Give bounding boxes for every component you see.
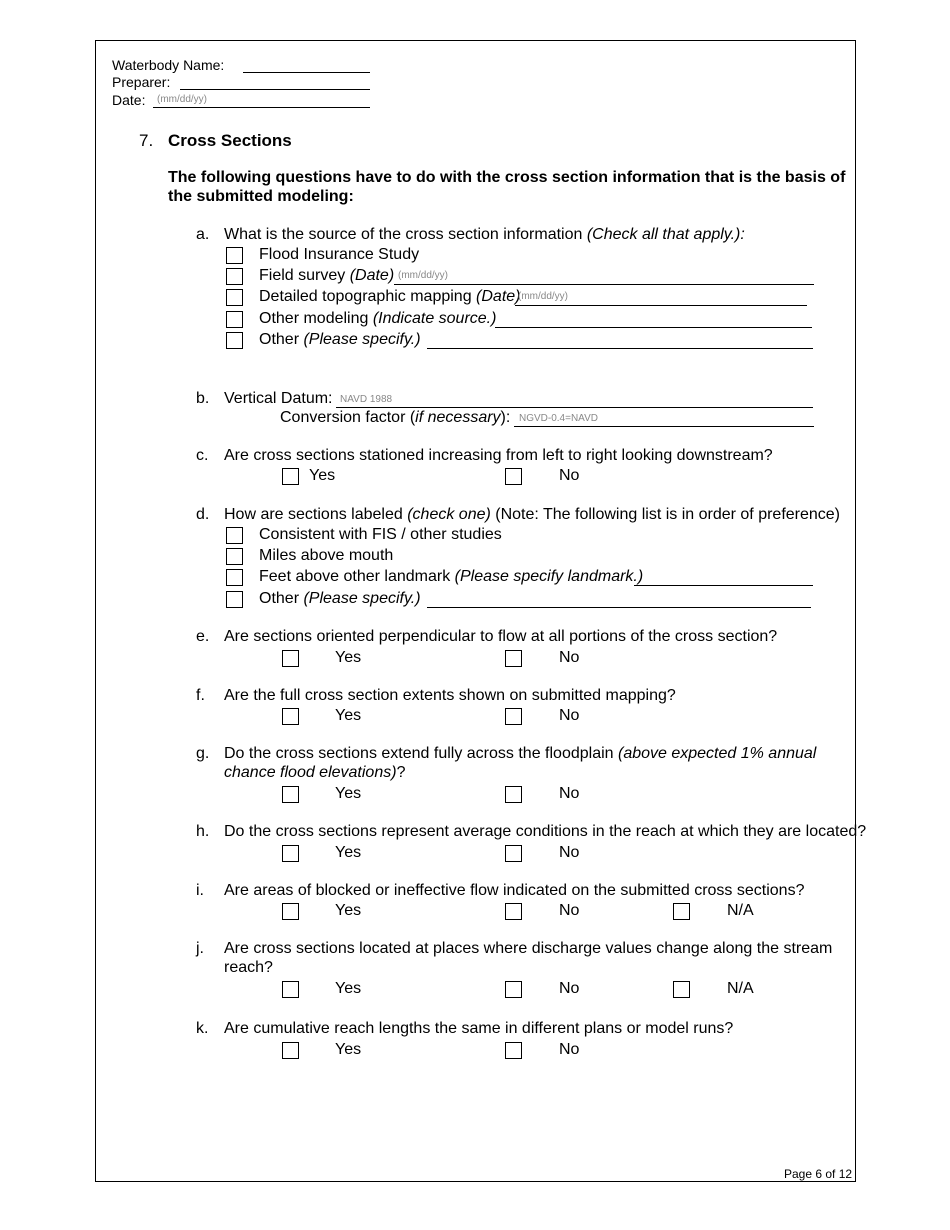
q-i-no-checkbox[interactable] (505, 903, 522, 920)
q-c-letter: c. (196, 447, 209, 464)
q-f-no-checkbox[interactable] (505, 708, 522, 725)
q-a-opt4-label: Other modeling (Indicate source.) (259, 310, 497, 327)
q-i-na-label: N/A (727, 902, 754, 919)
q-a-opt4-checkbox[interactable] (226, 311, 243, 328)
q-a-opt5-checkbox[interactable] (226, 332, 243, 349)
q-b-conv-text: Conversion factor (if necessary): (280, 409, 511, 426)
q-b-text: Vertical Datum: (224, 390, 333, 407)
q-d-letter: d. (196, 506, 210, 523)
q-a-opt2-checkbox[interactable] (226, 268, 243, 285)
q-j-text-line2: reach? (224, 959, 273, 976)
q-a-opt3-label: Detailed topographic mapping (Date) (259, 288, 521, 305)
q-f-no-label: No (559, 707, 580, 724)
q-j-na-checkbox[interactable] (673, 981, 690, 998)
q-i-yes-checkbox[interactable] (282, 903, 299, 920)
section-title: Cross Sections (168, 131, 292, 150)
q-i-no-label: No (559, 902, 580, 919)
q-e-yes-label: Yes (335, 649, 362, 666)
page-frame (95, 40, 856, 1182)
q-d-opt3-checkbox[interactable] (226, 569, 243, 586)
q-k-letter: k. (196, 1020, 209, 1037)
q-d-opt3-landmark-field[interactable] (634, 569, 813, 586)
q-b-datum-field[interactable] (336, 391, 813, 408)
q-d-opt4-label: Other (Please specify.) (259, 590, 421, 607)
q-k-text: Are cumulative reach lengths the same in different plans or model runs? (224, 1020, 734, 1037)
q-a-letter: a. (196, 226, 210, 243)
q-d-opt2-label: Miles above mouth (259, 547, 394, 564)
q-i-yes-label: Yes (335, 902, 362, 919)
q-k-no-label: No (559, 1041, 580, 1058)
waterbody-label: Waterbody Name: (112, 57, 225, 73)
q-e-letter: e. (196, 628, 210, 645)
q-b-datum-value: NAVD 1988 (340, 394, 393, 405)
q-h-letter: h. (196, 823, 210, 840)
q-i-letter: i. (196, 882, 204, 899)
q-f-yes-label: Yes (335, 707, 362, 724)
q-h-text: Do the cross sections represent average conditions in the reach at which they are located? (224, 823, 867, 840)
q-j-yes-label: Yes (335, 980, 362, 997)
q-d-opt4-checkbox[interactable] (226, 591, 243, 608)
q-d-opt3-label: Feet above other landmark (Please specify landmark.) (259, 568, 644, 585)
q-a-opt4-source-field[interactable] (495, 311, 812, 328)
q-a-opt2-label: Field survey (Date) (259, 267, 395, 284)
q-c-no-checkbox[interactable] (505, 468, 522, 485)
q-f-letter: f. (196, 687, 205, 704)
q-g-text: Do the cross sections extend fully across the floodplain (above expected 1% annual (224, 745, 817, 762)
q-g-yes-checkbox[interactable] (282, 786, 299, 803)
q-k-no-checkbox[interactable] (505, 1042, 522, 1059)
q-j-na-label: N/A (727, 980, 754, 997)
q-a-opt5-specify-field[interactable] (427, 332, 813, 349)
q-j-no-label: No (559, 980, 580, 997)
date-placeholder: (mm/dd/yy) (157, 94, 207, 105)
q-a-opt2-date-field[interactable] (394, 268, 814, 285)
q-a-opt5-label: Other (Please specify.) (259, 331, 421, 348)
q-c-yes-label: Yes (309, 467, 336, 484)
q-e-yes-checkbox[interactable] (282, 650, 299, 667)
q-b-conv-value: NGVD-0.4=NAVD (519, 413, 599, 424)
q-g-letter: g. (196, 745, 210, 762)
preparer-label: Preparer: (112, 74, 171, 90)
section-number: 7. (139, 131, 154, 150)
q-j-no-checkbox[interactable] (505, 981, 522, 998)
q-f-text: Are the full cross section extents shown on submitted mapping? (224, 687, 676, 704)
q-h-no-label: No (559, 844, 580, 861)
q-b-letter: b. (196, 390, 210, 407)
section-intro-cont: the submitted modeling: (168, 188, 354, 205)
q-k-yes-label: Yes (335, 1041, 362, 1058)
q-j-yes-checkbox[interactable] (282, 981, 299, 998)
q-a-text: What is the source of the cross section information (Check all that apply.): (224, 226, 745, 243)
q-i-text: Are areas of blocked or ineffective flow indicated on the submitted cross sections? (224, 882, 805, 899)
q-c-text: Are cross sections stationed increasing from left to right looking downstream? (224, 447, 773, 464)
q-d-opt2-checkbox[interactable] (226, 548, 243, 565)
q-g-text-line2: chance flood elevations)? (224, 764, 406, 781)
q-g-no-label: No (559, 785, 580, 802)
waterbody-field[interactable] (243, 56, 370, 73)
q-a-opt3-placeholder: (mm/dd/yy) (518, 291, 568, 302)
q-i-na-checkbox[interactable] (673, 903, 690, 920)
section-intro: The following questions have to do with the cross section information that is the basis of (168, 169, 846, 186)
q-d-opt4-specify-field[interactable] (427, 591, 811, 608)
q-g-yes-label: Yes (335, 785, 362, 802)
q-h-yes-checkbox[interactable] (282, 845, 299, 862)
q-a-opt2-placeholder: (mm/dd/yy) (398, 270, 448, 281)
q-f-yes-checkbox[interactable] (282, 708, 299, 725)
preparer-field[interactable] (180, 73, 370, 90)
q-c-yes-checkbox[interactable] (282, 468, 299, 485)
page-number: Page 6 of 12 (784, 1167, 853, 1181)
q-k-yes-checkbox[interactable] (282, 1042, 299, 1059)
q-j-letter: j. (196, 940, 204, 957)
q-e-no-label: No (559, 649, 580, 666)
q-e-no-checkbox[interactable] (505, 650, 522, 667)
q-d-text: How are sections labeled (check one) (Note: The following list is in order of preference) (224, 506, 841, 523)
q-h-yes-label: Yes (335, 844, 362, 861)
q-e-text: Are sections oriented perpendicular to flow at all portions of the cross section? (224, 628, 778, 645)
q-h-no-checkbox[interactable] (505, 845, 522, 862)
q-d-opt1-checkbox[interactable] (226, 527, 243, 544)
q-a-opt3-checkbox[interactable] (226, 289, 243, 306)
date-label: Date: (112, 92, 146, 108)
q-g-no-checkbox[interactable] (505, 786, 522, 803)
q-j-text: Are cross sections located at places where discharge values change along the stream (224, 940, 833, 957)
q-d-opt1-label: Consistent with FIS / other studies (259, 526, 502, 543)
q-a-opt1-checkbox[interactable] (226, 247, 243, 264)
q-a-opt1-label: Flood Insurance Study (259, 246, 420, 263)
q-c-no-label: No (559, 467, 580, 484)
